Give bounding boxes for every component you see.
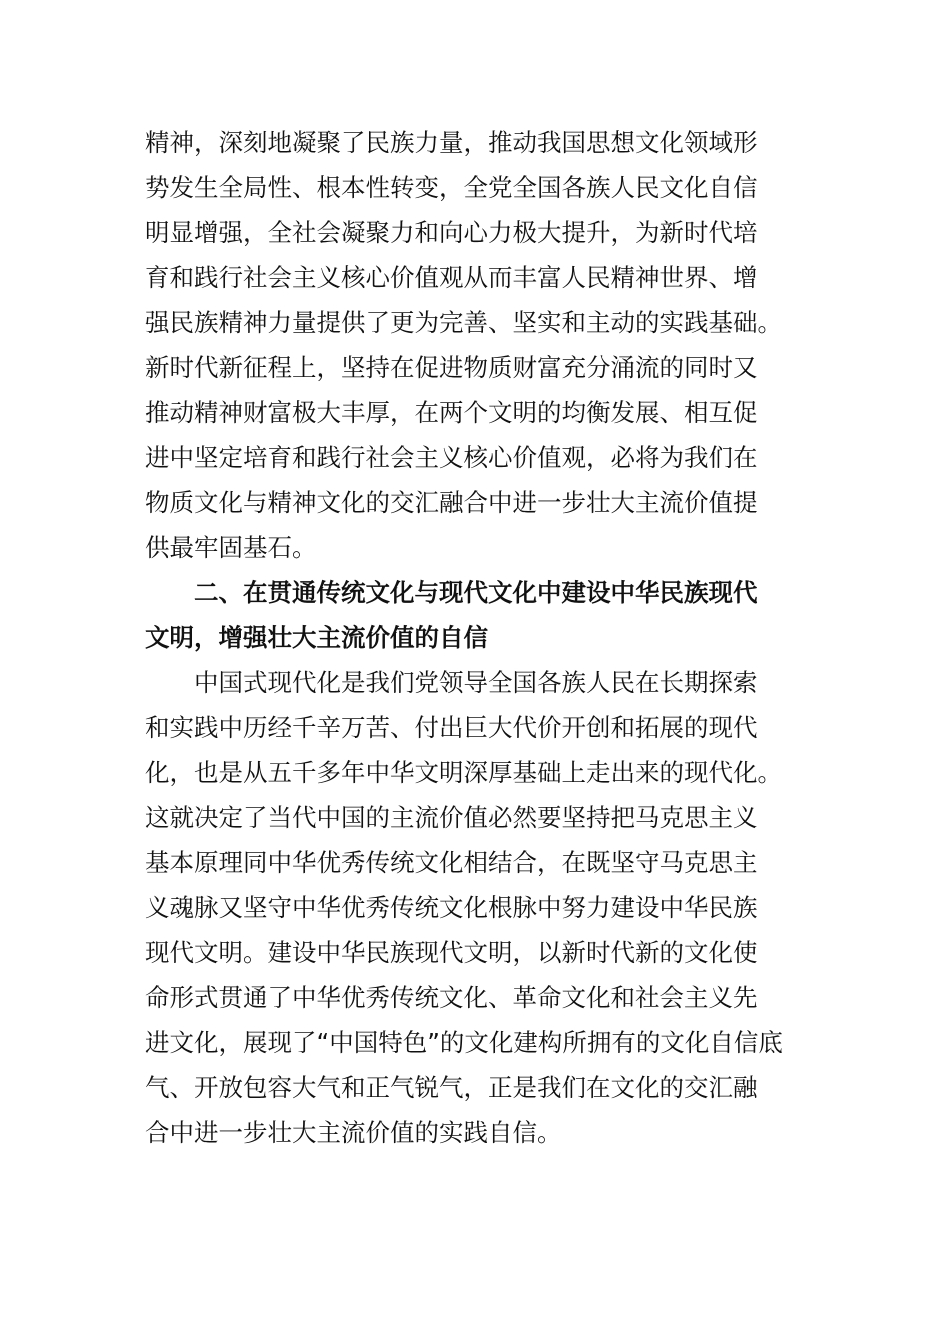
heading-line: 文明，增强壮大主流价值的自信 (145, 623, 488, 652)
text-line: 精神，深刻地凝聚了民族力量，推动我国思想文化领域形 (145, 128, 758, 157)
document-body (145, 120, 807, 1155)
text-line: 和实践中历经千辛万苦、付出巨大代价开创和拓展的现代 (145, 713, 758, 742)
text-line: 明显增强，全社会凝聚力和向心力极大提升，为新时代培 (145, 218, 758, 247)
text-line: 中国式现代化是我们党领导全国各族人民在长期探索 (194, 668, 758, 697)
text-line: 新时代新征程上，坚持在促进物质财富充分涌流的同时又 (145, 353, 758, 382)
text-line: 命形式贯通了中华优秀传统文化、革命文化和社会主义先 (145, 983, 758, 1012)
text-line: 化，也是从五千多年中华文明深厚基础上走出来的现代化。 (145, 758, 782, 787)
section-heading (145, 570, 807, 660)
text-line: 势发生全局性、根本性转变，全党全国各族人民文化自信 (145, 173, 758, 202)
paragraph-section-two (145, 660, 807, 1155)
text-line: 推动精神财富极大丰厚，在两个文明的均衡发展、相互促 (145, 398, 758, 427)
text-line: 供最牢固基石。 (145, 533, 317, 562)
text-line: 现代文明。建设中华民族现代文明，以新时代新的文化使 (145, 938, 758, 967)
text-line: 气、开放包容大气和正气锐气，正是我们在文化的交汇融 (145, 1073, 758, 1102)
text-line: 物质文化与精神文化的交汇融合中进一步壮大主流价值提 (145, 488, 758, 517)
text-line: 进文化，展现了“中国特色”的文化建构所拥有的文化自信底 (145, 1028, 783, 1057)
paragraph-continuation (145, 120, 807, 570)
text-line: 义魂脉又坚守中华优秀传统文化根脉中努力建设中华民族 (145, 893, 758, 922)
heading-line: 二、在贯通传统文化与现代文化中建设中华民族现代 (194, 578, 758, 607)
text-line: 合中进一步壮大主流价值的实践自信。 (145, 1118, 562, 1147)
text-line: 育和践行社会主义核心价值观从而丰富人民精神世界、增 (145, 263, 758, 292)
text-line: 基本原理同中华优秀传统文化相结合，在既坚守马克思主 (145, 848, 758, 877)
text-line: 强民族精神力量提供了更为完善、坚实和主动的实践基础。 (145, 308, 782, 337)
text-line: 这就决定了当代中国的主流价值必然要坚持把马克思主义 (145, 803, 758, 832)
text-line: 进中坚定培育和践行社会主义核心价值观，必将为我们在 (145, 443, 758, 472)
